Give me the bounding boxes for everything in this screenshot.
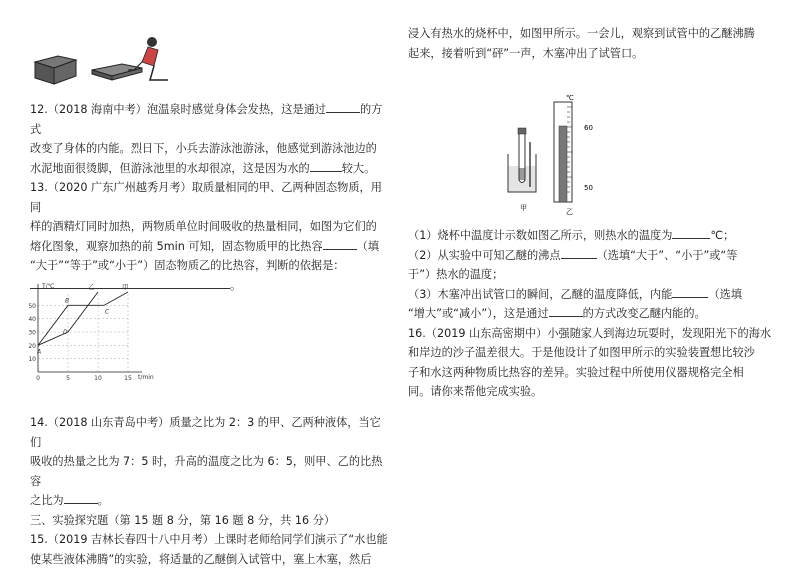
q13-text: 熔化图象，观察加热的前 5min 可知，固态物质甲的比热容: [30, 239, 323, 253]
q16-text: 和岸边的沙子温差很大。于是他设计了如图甲所示的实验装置想比较沙: [408, 346, 755, 359]
q14-text: 之比为: [30, 494, 64, 507]
q12-text: 12.（2018 海南中考）泡温泉时感觉身体会发热，这是通过: [30, 103, 326, 116]
q13-text: （填: [356, 239, 380, 253]
q12-text: 较大。: [341, 161, 376, 175]
question-15-cont: [408, 24, 783, 63]
q13-text: 。: [230, 278, 242, 292]
q14-text: 吸收的热量之比为 7：5 时，升高的温度之比为 6：5，则甲、乙的比热容: [30, 455, 383, 488]
question-14: [30, 413, 390, 511]
q13-blank-1[interactable]: [323, 237, 357, 250]
y-axis-label: T/℃: [42, 283, 55, 290]
x-axis-label: t/min: [138, 374, 154, 381]
thermometer-scale: [554, 102, 572, 202]
point-label-b: B: [65, 297, 70, 305]
q13-text: 13.（2020 广东广州越秀月考）取质量相同的甲、乙两种固态物质，用同: [30, 181, 382, 214]
section-3-heading: 三、实验探究题（第 15 题 8 分，第 16 题 8 分，共 16 分）: [30, 513, 336, 527]
s2-text: （选填“大于”、“小于”或“等: [596, 248, 738, 262]
q16-text: 子和水这两种物质比热容的差异。实验过程中所使用仪器规格完全相: [408, 365, 744, 379]
thermo-unit: ℃: [566, 94, 574, 102]
s2-text: （2）从实验中可知乙醚的沸点: [408, 248, 561, 262]
s1-blank[interactable]: [672, 226, 710, 239]
q15-text: 15.（2019 吉林长春四十八中月考）上课时老师给同学们演示了“水也能: [30, 533, 388, 546]
q12-blank-2[interactable]: [310, 159, 342, 172]
thermometer-figure: [500, 92, 610, 220]
question-15: [30, 530, 390, 569]
series-label: 乙: [88, 283, 95, 291]
q14-text: 14.（2018 山东青岛中考）质量之比为 2：3 的甲、乙两种液体，当它们: [30, 416, 381, 449]
illustration-sand-heating: [30, 28, 180, 88]
s3-text: （3）木塞冲出试管口的瞬间，乙醚的温度降低，内能: [408, 287, 673, 301]
y-tick-label: 30: [28, 329, 36, 337]
x-tick-label: 15: [124, 375, 132, 382]
point-label-d: D: [63, 329, 68, 336]
q12-text: 的方式: [30, 103, 383, 136]
point-label-c: C: [105, 308, 110, 316]
y-tick-label: 20: [28, 342, 36, 350]
q15-text: 使某些液体沸腾”的实验，将适量的乙醚倒入试管中，塞上木塞，然后: [30, 552, 372, 566]
y-tick-label: 40: [28, 316, 36, 324]
s1-text: ℃；: [710, 229, 735, 242]
s3-text: （选填: [708, 287, 743, 301]
q14-text: 。: [97, 494, 109, 507]
q12-text: 改变了身体的内能。烈日下，小兵去游泳池游泳，他感觉到游泳池边的: [30, 142, 377, 155]
label-jia: 甲: [520, 204, 527, 212]
s3-text: 的方式改变乙醚内能的。: [582, 307, 706, 320]
s3-blank-1[interactable]: [672, 285, 708, 298]
tick-60: 60: [584, 124, 593, 132]
sub-question-1: [408, 226, 783, 246]
label-yi: 乙: [566, 208, 573, 216]
q16-text: 同。请你来帮他完成实验。: [408, 385, 543, 398]
q12-text: 水泥地面很烫脚，但游泳池里的水却很凉，这是因为水的: [30, 161, 310, 175]
q13-text: “大于”“等于”或“小于”）固态物质乙的比热容，判断的依据是：: [30, 259, 345, 272]
question-16: [408, 324, 783, 402]
q12-blank-1[interactable]: [326, 100, 360, 113]
x-tick-label: 5: [66, 375, 70, 382]
x-tick-label: 0: [36, 375, 40, 382]
s2-text: 于”）热水的温度；: [408, 268, 504, 281]
melting-chart: [28, 280, 158, 388]
sub-question-3: [408, 285, 783, 324]
s1-text: （1）烧杯中温度计示数如图乙所示，则热水的温度为: [408, 229, 673, 242]
s3-text: “增大”或“减小”），这是通过: [408, 307, 549, 320]
s2-blank[interactable]: [561, 246, 597, 259]
q15-text: 浸入有热水的烧杯中，如图甲所示。一会儿，观察到试管中的乙醚沸腾: [408, 27, 755, 40]
y-tick-label: 50: [28, 302, 36, 310]
s3-blank-2[interactable]: [549, 304, 583, 317]
y-tick-label: 10: [28, 356, 36, 364]
question-13: [30, 178, 390, 295]
x-tick-label: 10: [94, 375, 102, 382]
sub-question-2: [408, 246, 783, 285]
q15-text: 起来，接着听到“砰”一声，木塞冲出了试管口。: [408, 46, 644, 60]
q16-text: 16.（2019 山东高密期中）小强随家人到海边玩耍时，发现阳光下的海水: [408, 326, 772, 340]
q13-text: 样的酒精灯同时加热，两物质单位时间吸收的热量相同，如图为它们的: [30, 220, 377, 233]
series-label: 甲: [122, 283, 129, 291]
point-label-a: A: [37, 348, 42, 356]
question-12: [30, 100, 390, 178]
beaker-apparatus: [508, 128, 536, 192]
q14-blank[interactable]: [64, 491, 98, 504]
tick-50: 50: [584, 184, 593, 192]
